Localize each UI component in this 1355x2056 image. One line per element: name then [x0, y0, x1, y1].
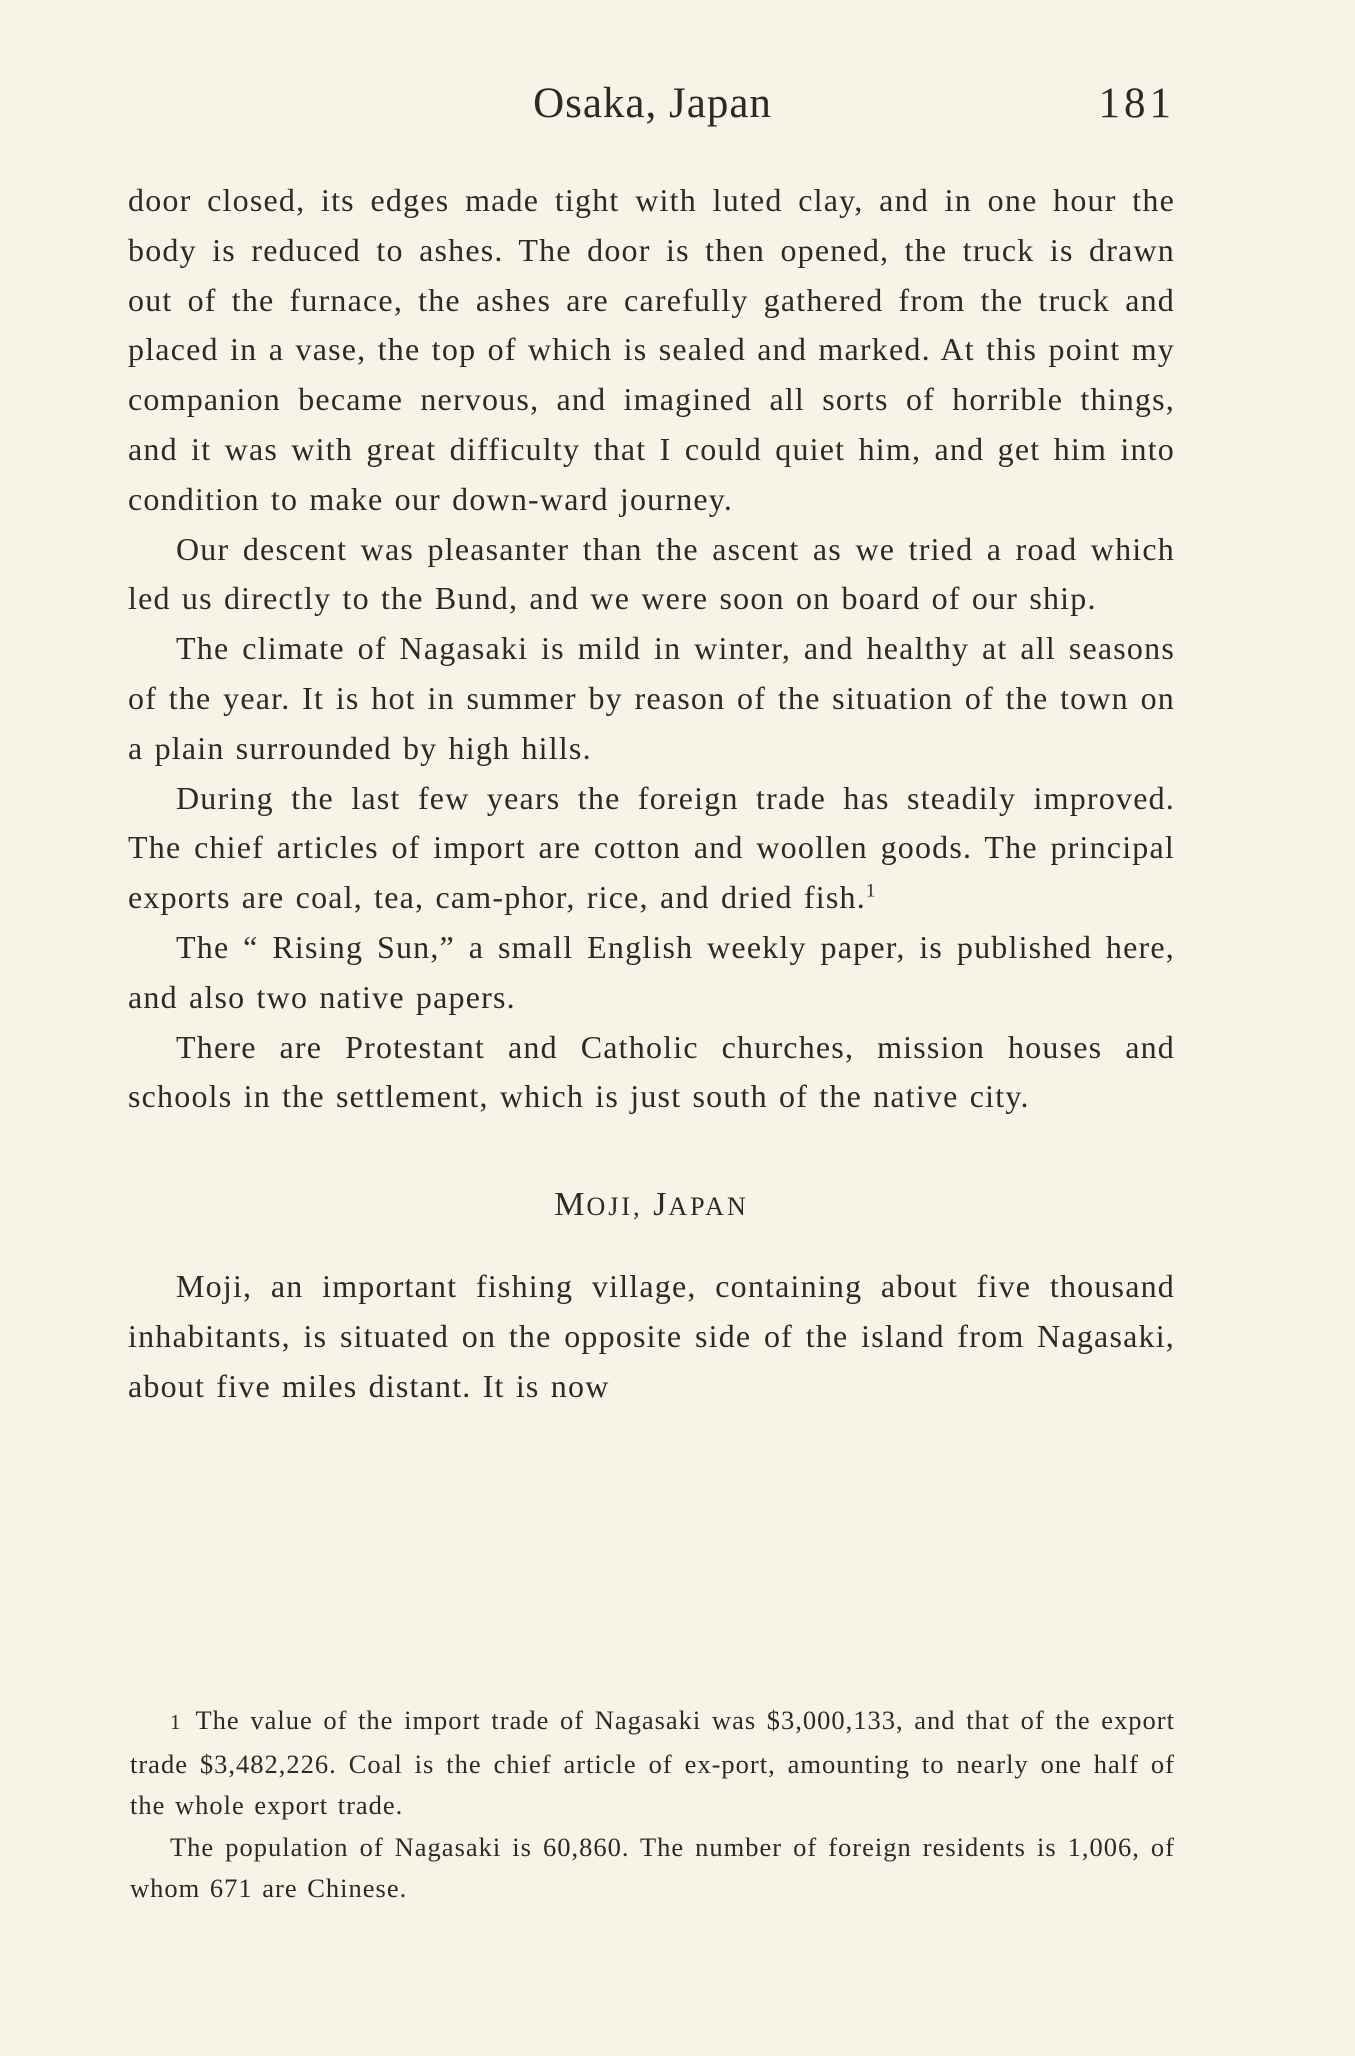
footnote-1-text: The value of the import trade of Nagasaki was $3,000,133, and that of the export trade $3,482,226. Coal is the chief article of ex-port, amounting to nearly one half of the whole export trade. — [130, 1705, 1175, 1820]
footnotes — [130, 1700, 1175, 1910]
footnote-2: The population of Nagasaki is 60,860. The number of foreign residents is 1,006, of whom 671 are Chinese. — [130, 1831, 1175, 1903]
paragraph-trade-text: During the last few years the foreign trade has steadily improved. The chief articles of import are cotton and woollen goods. The principal exports are coal, tea, cam-phor, rice, and dried fish. — [128, 779, 1175, 916]
heading-initial-j: J — [653, 1186, 669, 1224]
paragraph-climate: The climate of Nagasaki is mild in winter, and healthy at all seasons of the year. It is hot in summer by reason of the situation of the town on a plain surrounded by high hills. — [128, 630, 1175, 766]
heading-smallcaps-oji: OJI, — [586, 1192, 643, 1222]
page-number: 181 — [1098, 80, 1175, 127]
section-heading-moji — [128, 1180, 1175, 1232]
paragraph-churches: There are Protestant and Catholic churches, mission houses and schools in the settlement, which is just south of the native city. — [128, 1028, 1175, 1115]
heading-initial-m: M — [554, 1186, 587, 1224]
paragraph-newspaper: The “ Rising Sun,” a small English weekly paper, is published here, and also two native papers. — [128, 928, 1175, 1015]
paragraph-trade — [128, 774, 1175, 923]
footnote-1 — [130, 1700, 1175, 1827]
footnote-marker: 1 — [170, 1710, 182, 1734]
running-head — [130, 74, 1175, 134]
paragraph-continuation: door closed, its edges made tight with luted clay, and in one hour the body is reduced to ashes. The door is then opened, the truck is drawn out of the furnace, the ashes are carefully gathered from the truck and placed in a vase, the top of which is sealed and marked. At this point my companion became nervous, and imagined all sorts of horrible things, and it was with great difficulty that I could quiet him, and get him into condition to make our down-ward journey. — [128, 182, 1175, 517]
paragraph-moji: Moji, an important fishing village, containing about five thousand inhabitants, is situated on the opposite side of the island from Nagasaki, about five miles distant. It is now — [128, 1268, 1175, 1404]
footnote-reference: 1 — [865, 880, 877, 902]
running-title: Osaka, Japan — [533, 80, 772, 127]
body-text — [128, 176, 1175, 1412]
heading-smallcaps-apan: APAN — [668, 1192, 749, 1222]
paragraph-descent: Our descent was pleasanter than the ascent as we tried a road which led us directly to the Bund, and we were soon on board of our ship. — [128, 530, 1175, 617]
